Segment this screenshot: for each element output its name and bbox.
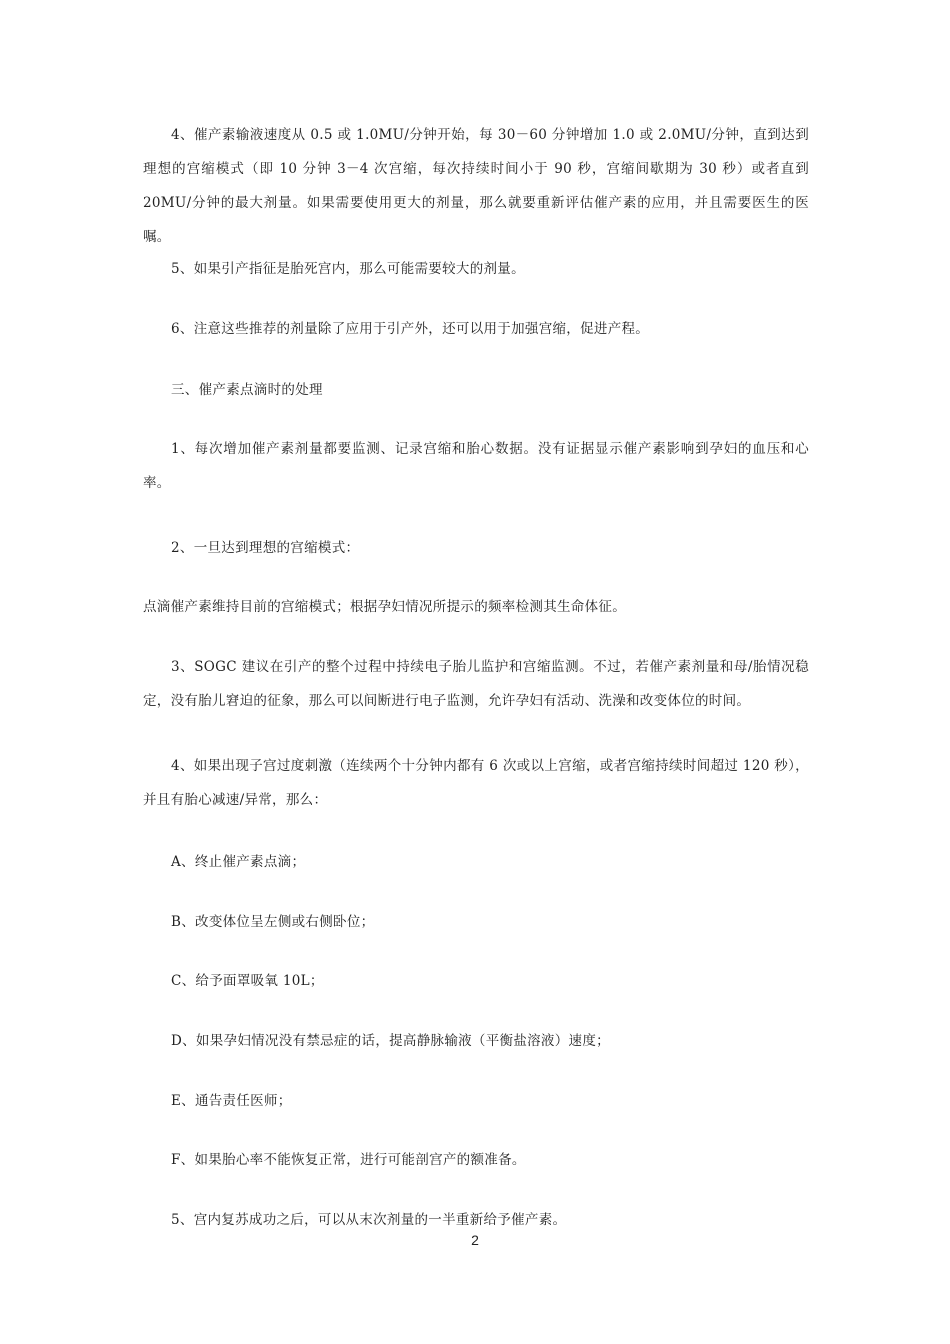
list-item-d: D、如果孕妇情况没有禁忌症的话，提高静脉输液（平衡盐溶液）速度；	[171, 1033, 610, 1049]
page-number: 2	[471, 1232, 479, 1248]
paragraph-maintain-drip: 点滴催产素维持目前的宫缩模式；根据孕妇情况所提示的频率检测其生命体征。	[143, 599, 626, 615]
paragraph-hyperstimulation: 4、如果出现子宫过度刺激（连续两个十分钟内都有 6 次或以上宫缩，或者宫缩持续时间超过 120 秒），并且有胎心减速/异常，那么：	[143, 758, 809, 808]
paragraph-augmentation-note: 6、注意这些推荐的剂量除了应用于引产外，还可以用于加强宫缩，促进产程。	[171, 321, 650, 337]
section-heading: 三、催产素点滴时的处理	[171, 382, 323, 398]
list-item-a: A、终止催产素点滴；	[171, 854, 306, 870]
list-item-b: B、改变体位呈左侧或右侧卧位；	[171, 914, 375, 930]
paragraph-monitoring: 1、每次增加催产素剂量都要监测、记录宫缩和胎心数据。没有证据显示催产素影响到孕妇的血压和心率。	[143, 441, 809, 491]
paragraph-fetal-death-dose: 5、如果引产指征是胎死宫内，那么可能需要较大的剂量。	[171, 261, 525, 277]
paragraph-sogc-monitoring: 3、SOGC 建议在引产的整个过程中持续电子胎儿监护和宫缩监测。不过，若催产素剂量和母/胎情况稳定，没有胎儿窘迫的征象，那么可以间断进行电子监测，允许孕妇有活动、洗澡和改变体位的时间。	[143, 659, 809, 709]
paragraph-ideal-pattern: 2、一旦达到理想的宫缩模式：	[171, 540, 360, 556]
paragraph-resume-oxytocin: 5、宫内复苏成功之后，可以从末次剂量的一半重新给予催产素。	[171, 1212, 567, 1228]
list-item-c: C、给予面罩吸氧 10L；	[171, 973, 324, 989]
paragraph-oxytocin-infusion-rate: 4、催产素输液速度从 0.5 或 1.0MU/分钟开始，每 30－60 分钟增加 1.0 或 2.0MU/分钟，直到达到理想的宫缩模式（即 10 分钟 3－4 次宫缩，每次持续时间小于 90 秒，宫缩间歇期为 30 秒）或者直到 20MU/分钟的最大剂量。如果需要使用更大的剂量，那么就要重新评估催产素的应用，并且需要医生的医嘱。	[143, 127, 809, 245]
list-item-f: F、如果胎心率不能恢复正常，进行可能剖宫产的额准备。	[171, 1152, 526, 1168]
list-item-e: E、通告责任医师；	[171, 1093, 292, 1109]
